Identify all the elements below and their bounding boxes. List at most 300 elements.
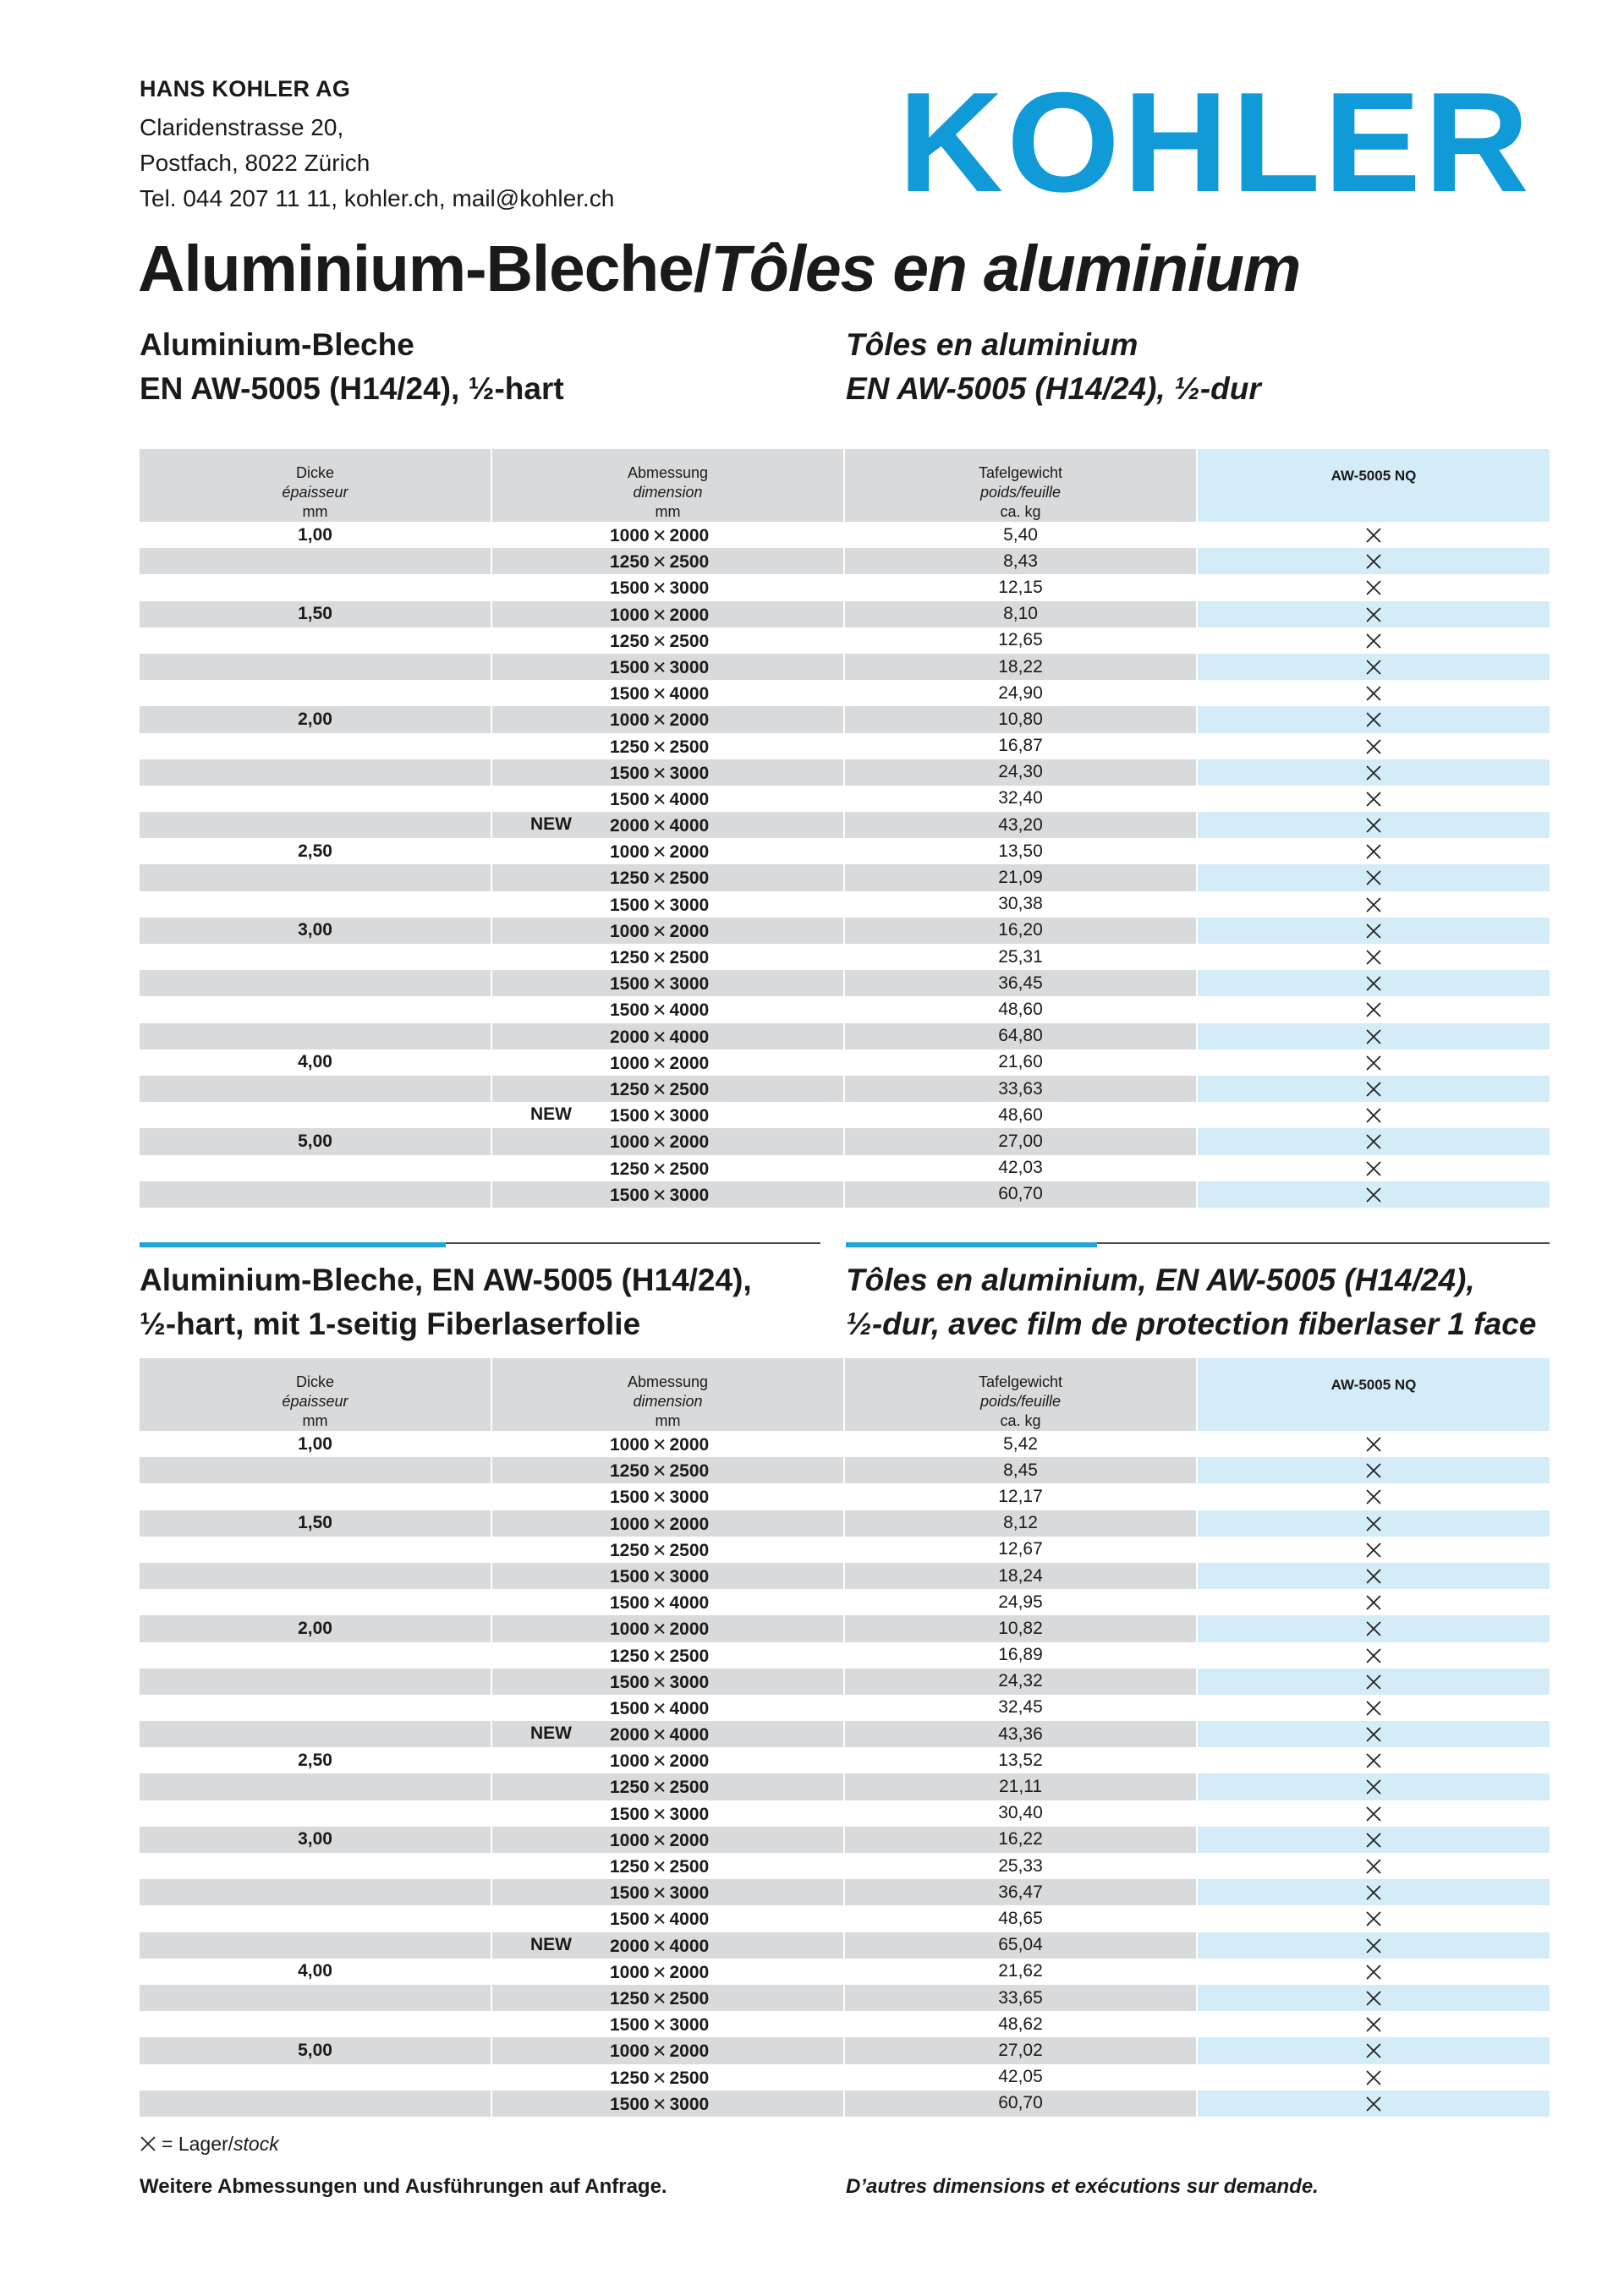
header-thickness-unit: mm <box>302 503 328 520</box>
dimension-width: 1500 <box>610 1185 650 1205</box>
table-row <box>140 1537 1550 1563</box>
thickness-cell: 5,00 <box>140 1128 492 1154</box>
thickness-cell <box>140 1800 492 1827</box>
table-row <box>140 1076 1550 1102</box>
thickness-cell: 2,00 <box>140 706 492 732</box>
dimension-length: 3000 <box>669 1804 710 1824</box>
dimension-value <box>610 1484 710 1510</box>
dimension-cell <box>492 2064 845 2091</box>
weight-cell: 21,62 <box>845 1959 1198 1985</box>
weight-cell: 60,70 <box>845 2091 1198 2117</box>
table-row <box>140 1563 1550 1589</box>
dimension-length: 2000 <box>669 1619 710 1640</box>
dimension-width: 1250 <box>610 1079 650 1099</box>
dimension-value <box>610 1076 710 1102</box>
dimension-cell <box>492 918 845 944</box>
header-weight-de: Tafelgewicht <box>978 464 1063 481</box>
dimension-value <box>610 1129 710 1155</box>
dimension-length: 2500 <box>669 1461 710 1482</box>
weight-cell: 48,60 <box>845 996 1198 1022</box>
dimension-cell <box>492 601 845 627</box>
stock-x-icon <box>1365 1700 1382 1717</box>
thickness-cell: 4,00 <box>140 1959 492 1985</box>
stock-cell <box>1198 1510 1550 1537</box>
dimension-width: 1250 <box>610 737 650 757</box>
thickness-cell <box>140 1457 492 1483</box>
dimension-width: 1250 <box>610 1159 650 1179</box>
thickness-cell <box>140 891 492 918</box>
stock-cell <box>1198 1879 1550 1905</box>
stock-x-icon <box>1365 1832 1382 1849</box>
dimension-value <box>610 1510 710 1537</box>
dimension-width: 1000 <box>610 1435 650 1455</box>
company-name: HANS KOHLER AG <box>140 76 351 101</box>
stock-cell <box>1198 2064 1550 2091</box>
table-row <box>140 918 1550 944</box>
times-icon: × <box>652 786 667 812</box>
dimension-value <box>610 523 710 548</box>
header-thickness-fr: épaisseur <box>282 484 348 501</box>
times-icon: × <box>652 1510 667 1537</box>
table-header-row <box>140 1358 1550 1431</box>
dimension-value <box>610 839 710 865</box>
stock-cell <box>1198 1721 1550 1747</box>
stock-cell <box>1198 1695 1550 1721</box>
dimension-length: 2500 <box>669 2068 710 2088</box>
company-address <box>140 74 732 216</box>
thickness-cell: 5,00 <box>140 2037 492 2063</box>
dimension-width: 1500 <box>610 789 650 809</box>
table-row <box>140 706 1550 732</box>
stock-x-icon <box>1365 2069 1382 2086</box>
dimension-value <box>610 2064 710 2091</box>
stock-x-icon <box>1365 553 1382 570</box>
dimension-cell <box>492 970 845 996</box>
dimension-length: 2000 <box>669 921 710 941</box>
stock-x-icon <box>1365 2096 1382 2112</box>
dimension-length: 4000 <box>669 1910 710 1930</box>
table-row <box>140 601 1550 627</box>
stock-cell <box>1198 574 1550 600</box>
page-title-de: Aluminium-Bleche/ <box>138 233 710 305</box>
dimension-cell <box>492 1155 845 1181</box>
stock-x-icon <box>1365 1884 1382 1901</box>
section1-fr-line2: EN AW-5005 (H14/24), ½-dur <box>846 371 1261 406</box>
header-thickness-unit: mm <box>302 1412 328 1429</box>
dimension-length: 2000 <box>669 605 710 625</box>
dimension-value <box>610 1932 710 1959</box>
stock-cell <box>1198 1049 1550 1076</box>
dimension-cell <box>492 1483 845 1510</box>
dimension-value <box>610 1537 710 1563</box>
stock-cell <box>1198 1431 1550 1457</box>
thickness-cell <box>140 970 492 996</box>
dimension-width: 1000 <box>610 2041 650 2062</box>
dimension-length: 2500 <box>669 1778 710 1798</box>
company-street: Claridenstrasse 20, <box>140 114 344 140</box>
dimension-cell <box>492 706 845 732</box>
dimension-length: 2500 <box>669 1159 710 1179</box>
dimension-width: 1000 <box>610 921 650 941</box>
dimension-cell <box>492 1431 845 1457</box>
section1-heading-de <box>140 323 564 411</box>
dimension-cell <box>492 1721 845 1747</box>
thickness-cell <box>140 1985 492 2011</box>
thickness-cell: 2,50 <box>140 838 492 864</box>
dimension-width: 1500 <box>610 657 650 677</box>
times-icon: × <box>652 1642 667 1669</box>
section-accent-left <box>140 1242 446 1247</box>
thickness-cell: 1,50 <box>140 1510 492 1537</box>
weight-cell: 25,31 <box>845 944 1198 970</box>
stock-x-icon <box>1365 1001 1382 1018</box>
stock-x-icon <box>1365 1568 1382 1585</box>
dimension-length: 2000 <box>669 2041 710 2062</box>
dimension-width: 1500 <box>610 1698 650 1718</box>
dimension-length: 3000 <box>669 2015 710 2036</box>
times-icon: × <box>652 1669 667 1695</box>
dimension-value <box>610 1695 710 1721</box>
dimension-width: 1250 <box>610 1857 650 1877</box>
dimension-cell <box>492 574 845 600</box>
thickness-cell: 1,50 <box>140 601 492 627</box>
table-row <box>140 1510 1550 1537</box>
dimension-value <box>610 971 710 997</box>
dimension-value <box>610 1827 710 1853</box>
stock-cell <box>1198 996 1550 1022</box>
section2-de-line1: Aluminium-Bleche, EN AW-5005 (H14/24), <box>140 1263 752 1297</box>
table-row <box>140 1589 1550 1615</box>
stock-cell <box>1198 812 1550 838</box>
header-dimension-unit: mm <box>655 503 681 520</box>
thickness-cell <box>140 1483 492 1510</box>
stock-x-icon <box>1365 1752 1382 1769</box>
thickness-cell <box>140 1695 492 1721</box>
stock-cell <box>1198 2011 1550 2037</box>
dimension-width: 1250 <box>610 552 650 573</box>
weight-cell: 43,20 <box>845 812 1198 838</box>
thickness-cell <box>140 574 492 600</box>
section1-heading-fr <box>846 323 1261 411</box>
dimension-value <box>610 575 710 601</box>
legend-de: = Lager/ <box>162 2133 234 2155</box>
stock-cell <box>1198 706 1550 732</box>
dimension-cell <box>492 1905 845 1932</box>
table-row <box>140 2091 1550 2117</box>
dimension-width: 1500 <box>610 684 650 704</box>
new-badge: NEW <box>530 1104 572 1125</box>
header-weight-fr: poids/feuille <box>979 1393 1062 1410</box>
stock-x-icon <box>1365 685 1382 702</box>
stock-cell <box>1198 733 1550 759</box>
dimension-cell <box>492 733 845 759</box>
table-row <box>140 1879 1550 1905</box>
weight-cell: 27,02 <box>845 2037 1198 2063</box>
dimension-value <box>610 813 710 839</box>
weight-cell: 42,05 <box>845 2064 1198 2091</box>
dimension-width: 1250 <box>610 1540 650 1560</box>
weight-cell: 21,11 <box>845 1773 1198 1800</box>
section1-fr-line1: Tôles en aluminium <box>846 327 1138 362</box>
dimension-cell <box>492 838 845 864</box>
dimension-value <box>610 2038 710 2064</box>
dimension-width: 1250 <box>610 869 650 889</box>
stock-cell <box>1198 1905 1550 1932</box>
stock-cell <box>1198 654 1550 680</box>
table-row <box>140 1128 1550 1154</box>
stock-x-icon <box>1365 527 1382 544</box>
weight-cell: 16,89 <box>845 1642 1198 1669</box>
dimension-cell <box>492 1181 845 1208</box>
dimension-value <box>610 1590 710 1616</box>
stock-cell <box>1198 1932 1550 1959</box>
stock-x-icon <box>1365 1160 1382 1177</box>
times-icon: × <box>652 1827 667 1853</box>
thickness-cell <box>140 1155 492 1181</box>
header-dimension <box>492 449 845 522</box>
table-row <box>140 1181 1550 1208</box>
weight-cell: 36,47 <box>845 1879 1198 1905</box>
header-stock: AW-5005 NQ <box>1198 1358 1550 1431</box>
dimension-width: 1500 <box>610 974 650 995</box>
dimension-width: 2000 <box>610 1725 650 1745</box>
dimension-width: 1500 <box>610 763 650 783</box>
dimension-width: 1000 <box>610 526 650 545</box>
table-row <box>140 1023 1550 1049</box>
table-row <box>140 838 1550 864</box>
dimension-value <box>610 1563 710 1589</box>
stock-cell <box>1198 838 1550 864</box>
section1-de-line2: EN AW-5005 (H14/24), ½-hart <box>140 371 564 406</box>
stock-x-icon <box>1365 843 1382 860</box>
table-row <box>140 1905 1550 1932</box>
stock-x-icon <box>1365 1133 1382 1150</box>
dimension-cell <box>492 1102 845 1128</box>
dimension-value <box>610 1800 710 1827</box>
table-row <box>140 1483 1550 1510</box>
stock-cell <box>1198 786 1550 812</box>
company-contact: Tel. 044 207 11 11, kohler.ch, mail@kohler.ch <box>140 185 615 211</box>
times-icon: × <box>652 1932 667 1959</box>
stock-x-icon <box>1365 1674 1382 1690</box>
dimension-length: 2000 <box>669 1053 710 1073</box>
dimension-value <box>610 627 710 654</box>
weight-cell: 24,30 <box>845 759 1198 786</box>
times-icon: × <box>652 2012 667 2038</box>
stock-x-icon <box>1365 1436 1382 1453</box>
weight-cell: 48,65 <box>845 1905 1198 1932</box>
dimension-width: 1250 <box>610 1988 650 2008</box>
dimension-width: 1000 <box>610 1132 650 1153</box>
header-weight <box>845 1358 1198 1431</box>
dimension-length: 2500 <box>669 948 710 967</box>
dimension-value <box>610 1049 710 1076</box>
dimension-length: 2500 <box>669 1646 710 1666</box>
thickness-cell <box>140 1023 492 1049</box>
thickness-cell <box>140 1563 492 1589</box>
dimension-width: 1500 <box>610 1804 650 1824</box>
dimension-value <box>610 2012 710 2038</box>
dimension-length: 3000 <box>669 578 710 599</box>
dimension-cell <box>492 1747 845 1773</box>
weight-cell: 18,22 <box>845 654 1198 680</box>
stock-cell <box>1198 1642 1550 1669</box>
stock-cell <box>1198 918 1550 944</box>
weight-cell: 43,36 <box>845 1721 1198 1747</box>
dimension-value <box>610 1774 710 1800</box>
stock-x-icon <box>1365 1964 1382 1981</box>
stock-x-icon <box>140 2135 156 2152</box>
dimension-cell <box>492 812 845 838</box>
thickness-cell <box>140 548 492 574</box>
dimension-cell <box>492 1457 845 1483</box>
dimension-width: 1500 <box>610 1566 650 1586</box>
stock-cell <box>1198 1985 1550 2011</box>
dimension-value <box>610 759 710 786</box>
dimension-width: 1250 <box>610 631 650 651</box>
weight-cell: 60,70 <box>845 1181 1198 1208</box>
thickness-cell: 3,00 <box>140 1827 492 1853</box>
dimension-width: 1000 <box>610 1751 650 1772</box>
weight-cell: 30,40 <box>845 1800 1198 1827</box>
table-row <box>140 891 1550 918</box>
dimension-length: 3000 <box>669 1185 710 1205</box>
stock-x-icon <box>1365 817 1382 834</box>
weight-cell: 64,80 <box>845 1023 1198 1049</box>
dimension-value <box>610 1669 710 1695</box>
stock-x-icon <box>1365 1778 1382 1795</box>
stock-x-icon <box>1365 1081 1382 1098</box>
times-icon: × <box>652 891 667 918</box>
times-icon: × <box>652 575 667 601</box>
stock-cell <box>1198 1773 1550 1800</box>
thickness-cell <box>140 759 492 786</box>
header-weight-fr: poids/feuille <box>979 484 1062 501</box>
dimension-width: 1500 <box>610 578 650 599</box>
times-icon: × <box>652 918 667 944</box>
dimension-cell <box>492 864 845 890</box>
dimension-cell <box>492 1049 845 1076</box>
times-icon: × <box>652 1484 667 1510</box>
dimension-length: 3000 <box>669 895 710 915</box>
dimension-value <box>610 1023 710 1049</box>
dimension-cell <box>492 1510 845 1537</box>
stock-cell <box>1198 1076 1550 1102</box>
stock-x-icon <box>1365 949 1382 966</box>
dimension-length: 3000 <box>669 763 710 783</box>
weight-cell: 5,40 <box>845 522 1198 548</box>
dimension-value <box>610 1155 710 1181</box>
times-icon: × <box>652 1906 667 1932</box>
dimension-length: 4000 <box>669 1936 710 1956</box>
dimension-length: 4000 <box>669 1698 710 1718</box>
thickness-cell <box>140 1773 492 1800</box>
times-icon: × <box>652 971 667 997</box>
dimension-width: 2000 <box>610 816 650 836</box>
sheet-table-fiberlaser <box>140 1358 1550 2117</box>
dimension-width: 1000 <box>610 1053 650 1073</box>
times-icon: × <box>652 733 667 759</box>
table-row <box>140 1932 1550 1959</box>
page-title <box>138 227 1300 311</box>
stock-x-icon <box>1365 1726 1382 1743</box>
weight-cell: 12,17 <box>845 1483 1198 1510</box>
weight-cell: 36,45 <box>845 970 1198 996</box>
table-row <box>140 733 1550 759</box>
stock-x-icon <box>1365 1594 1382 1611</box>
times-icon: × <box>652 1049 667 1076</box>
dimension-cell <box>492 522 845 548</box>
dimension-length: 4000 <box>669 1725 710 1745</box>
dimension-value <box>610 1642 710 1669</box>
dimension-length: 3000 <box>669 1106 710 1126</box>
dimension-value <box>610 918 710 944</box>
dimension-value <box>610 1959 710 1985</box>
dimension-value <box>610 1748 710 1774</box>
weight-cell: 21,09 <box>845 864 1198 890</box>
stock-cell <box>1198 1959 1550 1985</box>
dimension-value <box>610 1458 710 1484</box>
company-postbox: Postfach, 8022 Zürich <box>140 150 370 176</box>
times-icon: × <box>652 654 667 680</box>
table-row <box>140 1642 1550 1669</box>
weight-cell: 24,95 <box>845 1589 1198 1615</box>
dimension-length: 2500 <box>669 631 710 651</box>
header-dimension-de: Abmessung <box>627 1373 709 1390</box>
section2-heading-de <box>140 1258 752 1346</box>
table-row <box>140 627 1550 654</box>
thickness-cell: 4,00 <box>140 1049 492 1076</box>
weight-cell: 13,52 <box>845 1747 1198 1773</box>
dimension-length: 4000 <box>669 1000 710 1021</box>
dimension-width: 2000 <box>610 1936 650 1956</box>
table-row <box>140 2037 1550 2063</box>
header-stock: AW-5005 NQ <box>1198 449 1550 522</box>
header-dimension <box>492 1358 845 1431</box>
dimension-cell <box>492 1128 845 1154</box>
stock-x-icon <box>1365 1055 1382 1071</box>
stock-cell <box>1198 627 1550 654</box>
dimension-cell <box>492 1827 845 1853</box>
dimension-value <box>610 997 710 1023</box>
times-icon: × <box>652 1590 667 1616</box>
stock-x-icon <box>1365 1107 1382 1124</box>
dimension-length: 2500 <box>669 1857 710 1877</box>
stock-x-icon <box>1365 1620 1382 1637</box>
stock-cell <box>1198 522 1550 548</box>
table-row <box>140 1669 1550 1695</box>
dimension-length: 2000 <box>669 1751 710 1772</box>
dimension-width: 1500 <box>610 1910 650 1930</box>
dimension-cell <box>492 1615 845 1641</box>
dimension-cell <box>492 996 845 1022</box>
dimension-width: 1500 <box>610 1883 650 1904</box>
stock-cell <box>1198 1537 1550 1563</box>
times-icon: × <box>652 1023 667 1049</box>
thickness-cell <box>140 996 492 1022</box>
table-row <box>140 1695 1550 1721</box>
dimension-value <box>610 945 710 970</box>
dimension-width: 1500 <box>610 895 650 915</box>
times-icon: × <box>652 945 667 970</box>
table-row <box>140 1747 1550 1773</box>
kohler-logo <box>898 74 1534 201</box>
times-icon: × <box>652 1774 667 1800</box>
thickness-cell <box>140 1537 492 1563</box>
section2-de-line2: ½-hart, mit 1-seitig Fiberlaserfolie <box>140 1307 641 1341</box>
stock-x-icon <box>1365 1910 1382 1927</box>
dimension-length: 2500 <box>669 1988 710 2008</box>
